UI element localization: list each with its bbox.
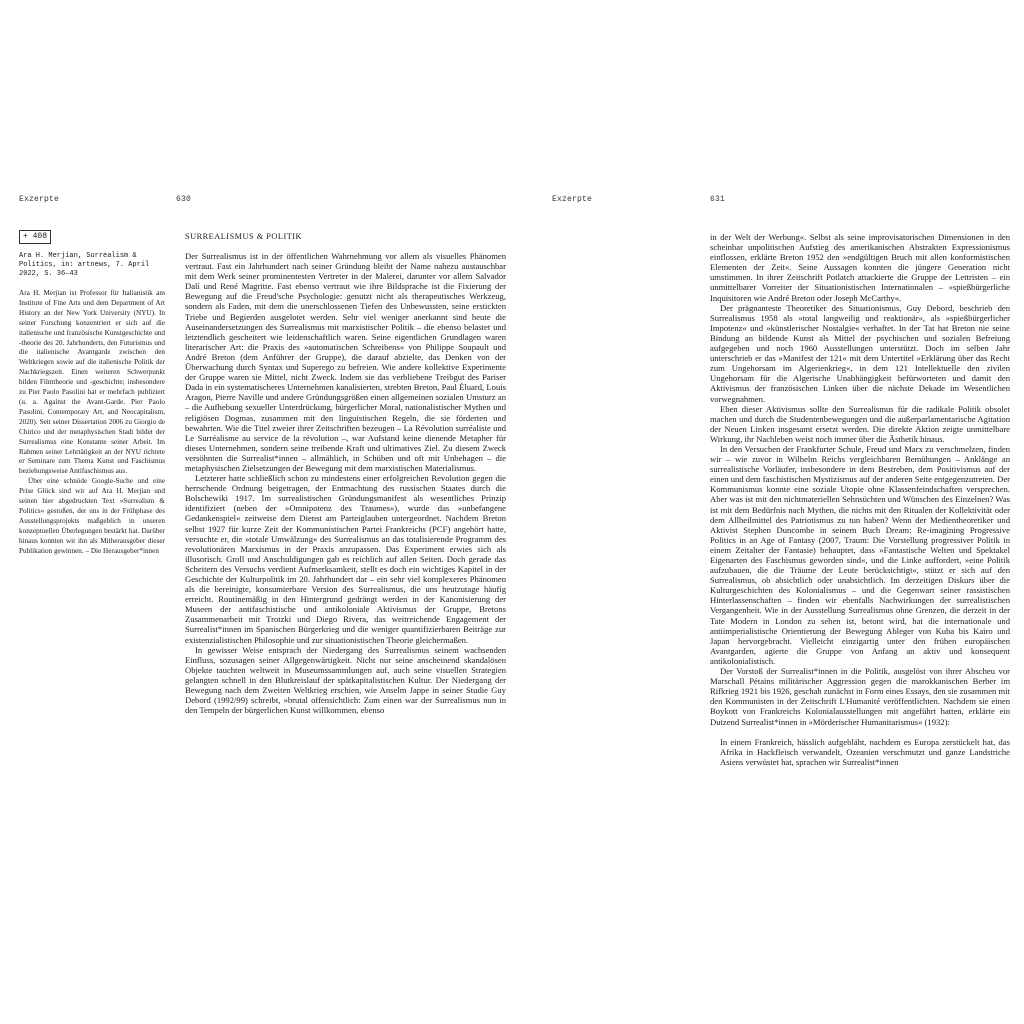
right-main-column [710, 232, 1010, 767]
body-paragraph: Der prägnanteste Theoretiker des Situationismus, Guy Debord, beschrieb den Surrealismus 1958 als »total langweilig und reaktionär«, als »spießbürgerlicher Impotenz« und »künstlerischer Nostalgie« verhaftet. In der Tat hat Breton nie seine Bindung an bildende Kunst als Mittel der psychischen und sozialen Befreiung aufgegeben und noch 1960 Ausstellungen unterstützt. Doch im selben Jahr unterschrieb er das »Manifest der 121« mit dem Untertitel »Erklärung über das Recht zum Ungehorsam im Algerienkrieg«, in dem 121 Intellektuelle den zivilen Ungehorsam für die Algerische Unabhängigkeit befürworteten und damit den Aktivismus der französischen Linken über die nächste Dekade im Wesentlichen vorwegnahmen. [710, 302, 1010, 404]
left-main-column [185, 251, 506, 715]
section-title: SURREALISMUS & POLITIK [185, 232, 303, 241]
body-paragraph: Der Surrealismus ist in der öffentlichen Wahrnehmung vor allem als visuelles Phänomen vertraut. Fast ein Jahrhundert nach seiner Gründung bleibt der Name nahezu austauschbar mit dem Werk seiner prominentesten Vertreter in der Malerei, darunter vor allem Salvador Dalí und René Magritte. Fast ebenso vertraut wie ihre Bildsprache ist die Fixierung der Bewegung auf die Freud'sche Psychologie: genutzt nicht als therapeutisches Werkzeug, sondern als Faden, mit dem die unerschlossenen Tiefen des Unbewussten, seine erstickten Triebe und Begierden ausgelotet werden. Sehr viel weniger anerkannt sind heute die Auseinandersetzungen des Surrealismus mit marxistischer Politik – die ebenso belastet und letztendlich gescheitert wie leidenschaftlich waren. Seine eigentlichen Grundlagen waren literarischer Art: die Praxis des »automatischen Schreibens« von Philippe Soupault und André Breton (dem Anführer der Gruppe), die darauf abzielte, das Denken von der Überwachung durch Syntax und Superego zu befreien. Wie andere kollektive Experimente der Gruppe waren sie Mittel, nicht Zweck. Indem sie das verbliebene Treibgut des Pariser Dada in ein systematischeres Unternehmen kanalisierten, strebten Breton, Paul Éluard, Louis Aragon, Pierre Naville und andere Gründungsgrößen einen allgemeinen sozialen Umsturz an – die Aufhebung sexueller Unterdrückung, bürgerlicher Moral, nationalistischer Mythen und religiösen Dogmas, zusammen mit den linguistischen Regeln, die sie förderten und bewahrten. Wie die Titel zweier ihrer Zeitschriften bezeugen – La Révolution surréaliste und Le Surréalisme au service de la révolution –, war Aufstand keine dienende Metapher für dieses Unternehmen, sondern seine treibende Kraft und ultimatives Ziel. Zu diesem Zweck versöhnten die Surrealist*innen – allmählich, in Schüben und oft mit Unbehagen – die metaphysischen Zielsetzungen der Bewegung mit dem marxistischen Materialismus. [185, 251, 506, 473]
cross-reference-badge: + 408 [19, 230, 51, 244]
body-paragraph: Eben dieser Aktivismus sollte den Surrealismus für die radikale Politik obsolet machen und durch die Studentenbewegungen und die außerparlamentarische Agitation der Neuen Linken insgesamt ersetzt werden. Die direkte Aktion zeigte unmittelbare Wirkung, ihr Nachleben weist noch immer über die Ästhetik hinaus. [710, 403, 1010, 444]
author-bio [19, 289, 165, 556]
body-paragraph: in der Welt der Werbung«. Selbst als seine improvisatorischen Dimensionen in den scheinbar unpolitischen Aufstieg des amerikanischen Abstrakten Expressionismus einflossen, erklärte Breton 1952 den »endgültigen Bruch mit allen konformistischen Elementen der Zeit«. Seine Aussagen konnten die jüngere Generation nicht umstimmen. In ihrer Zeitschrift Potlatch attackierte die Gruppe der Lettristen – ein unmittelbarer Vorreiter der Situationistischen Internationalen – »spießbürgerliche Inquisitoren wie André Breton oder Joseph McCarthy«. [710, 232, 1010, 303]
body-paragraph: Letzterer hatte schließlich schon zu mindestens einer erfolgreichen Revolution gegen die herrschende Ordnung beigetragen, der Entmachtung des russischen Staates durch die Bolschewiki 1917. Im surrealistischen Gründungsmanifest als wesentliches Prinzip identifiziert (neben der »Omnipotenz des Traumes«), wurde das »unbefangene Gedankenspiel« zeitweise dem Dienst am Parteiglauben untergeordnet. Nachdem Breton selbst 1927 für kurze Zeit der Kommunistischen Partei Frankreichs (PCF) angehört hatte, versuchte er, die »totale Umwälzung« des Surrealismus an das totalisierende Programm des revolutionären Marxismus in der Praxis anzupassen. Das Experiment erwies sich als illusorisch. Groll und Anschuldigungen gab es reichlich auf allen Seiten. Doch gerade das Scheitern des Versuchs verdient Aufmerksamkeit, stellt es doch ein wichtiges Kapitel in der Geschichte der Kulturpolitik im 20. Jahrhundert dar – ein sehr viel komplexeres Phänomen als die bereinigte, konsumierbare Version des Surrealismus, die uns heutzutage häufig erreicht. Routinemäßig in den Hintergrund gedrängt werden in der Kanonisierung der Museen der antifaschistische und antikoloniale Aktivismus der Gruppe, Bretons Zusammenarbeit mit Trotzki und Diego Rivera, das weitreichende Engagement der Surrealist*innen im Spanischen Bürgerkrieg und die weniger quantifizierbaren Beiträge zur existenzialistischen Philosophie und zur situationistischen Theorie gleichermaßen. [185, 473, 506, 645]
bio-paragraph: Ara H. Merjian ist Professor für Italianistik am Institute of Fine Arts und dem Department of Art History an der New York University (NYU). In seiner Forschung konzentriert er sich auf die italienische und französische Kunstgeschichte und -theorie des 20. Jahrhunderts, den Futurismus und die italienische Avantgarde zwischen den Weltkriegen sowie auf die italienische Politik der Nachkriegszeit. Einen weiteren Schwerpunkt bilden Filmtheorie und -geschichte; insbesondere zu Pier Paolo Pasolini hat er mehrfach publiziert (u. a. Against the Avant-Garde. Pier Paolo Pasolini, Contemporary Art, and Neocapitalism, 2020). Seit seiner Dissertation 2006 zu Giorgio de Chirico und der metaphysischen Stadt bildet der Surrealismus eine Konstante seiner Arbeit. Im Rahmen seiner Lehrtätigkeit an der NYU richtete er Seminare zum Thema Kunst und Faschismus beziehungsweise Antifaschismus aus. [19, 289, 165, 476]
source-citation: Ara H. Merjian, Surrealism & Politics, in: artnews, 7. April 2022, S. 36–43 [19, 252, 150, 279]
body-paragraph: Der Vorstoß der Surrealist*innen in die Politik, ausgelöst von ihrer Abscheu vor Marschall Pétains militärischer Aggression gegen die marokkanischen Berber im Rifkrieg 1921 bis 1926, geschah zunächst in Form eines Essays, den sie zusammen mit den Kommunisten in der Zeitschrift L'Humanité veröffentlichten. Nachdem sie einen Boykott von Frankreichs Kolonialausstellungen mit angeführt hatten, erklärte ein Dutzend Surrealist*innen in »Mörderischer Humanitarismus« (1932): [710, 666, 1010, 727]
body-paragraph: In gewisser Weise entsprach der Niedergang des Surrealismus seinem wachsenden Einfluss, sozusagen seiner Allgegenwärtigkeit. Nicht nur seine anscheinend skandalösen Objekte tauchten weltweit in Museumssammlungen auf, auch seine visuellen Strategien gelangten schnell in den Blutkreislauf der spätkapitalistischen Kultur. Der Niedergang der Bewegung nach dem Zweiten Weltkrieg erschien, wie Anselm Jappe in seiner Studie Guy Debord (1992/99) schreibt, »brutal offensichtlich: Zum einen war der Surrealismus nun in den Tempeln der bürgerlichen Kunst willkommen, ebenso [185, 644, 506, 716]
block-quote: In einem Frankreich, hässlich aufgebläht, nachdem es Europa zerstückelt hat, das Afrika in Hackfleisch verwandelt, Ozeanien verschmutzt und ganze Landstriche Asiens verwüstet hat, sprachen wir Surrealist*innen [720, 736, 1010, 767]
right-page-number: 631 [710, 195, 726, 204]
left-running-head: Exzerpte [19, 195, 60, 204]
right-running-head: Exzerpte [552, 195, 593, 204]
bio-paragraph: Über eine schnöde Google-Suche und eine Prise Glück sind wir auf Ara H. Merjian und seinen hier abgedruckten Text »Surrealism & Politics« gestoßen, der uns in der Frühphase des Ausstellungsprojekts maßgeblich in unseren konzeptuellen Überlegungen bestärkt hat. Darüber hinaus konnten wir ihn als Mitherausgeber dieser Publikation gewinnen. – Die Herausgeber*innen [19, 477, 165, 555]
body-paragraph: In den Versuchen der Frankfurter Schule, Freud und Marx zu verschmelzen, finden wir – wie zuvor in Wilhelm Reichs vergleichbaren Bemühungen – Anklänge an surrealistische Vorläufer, insbesondere in dem Bestreben, dem Positivismus auf der einen und dem faschistischen Mystizismus auf der anderen Seite entgegenzutreten. Der Kommunismus konnte eine soziale Utopie ohne Klassenfeindschaften versprechen. Aber was ist mit den nichtmateriellen Sehnsüchten und Wünschen des Einzelnen? Was ist mit dem Bedürfnis nach Mythen, die nichts mit den Ritualen der Kollektivität oder dem Allheilmittel des Patriotismus zu tun haben? Wenn der Medientheoretiker und Aktivist Stephen Duncombe in seinem Buch Dream: Re-imagining Progressive Politics in an Age of Fantasy (2007, Traum: Die Vorstellung progressiver Politik in einem Zeitalter der Fantasie) behauptet, dass »Fantastische Welten und Spektakel Eigenarten des Faschismus geworden sind«, und die Linke auffordert, »eine Politik aufzubauen, die die Träume der Leute berücksichtigt«, stützt er sich auf den Surrealismus, ob absichtlich oder unabsichtlich. Im derzeitigen Diskurs über die Kulturgeschichten des Kolonialismus – und die Gegenwart seiner rassistischen Hinterlassenschaften – finden wir ebenfalls Nachwirkungen der surrealistischen Vergangenheit. Wie in der Ausstellung Surrealismus ohne Grenzen, die derzeit in der Tate Modern in London zu sehen ist, betont wird, hat die internationale und antiimperialistische Orientierung der Bewegung Ableger von Kuba bis Kairo und Japan hervorgebracht. Vielleicht einzigartig unter den frühen europäischen Avantgarden, agierte die Gruppe von Anfang an aktiv und konsequent antikolonialistisch. [710, 443, 1010, 666]
left-page-number: 630 [176, 195, 192, 204]
